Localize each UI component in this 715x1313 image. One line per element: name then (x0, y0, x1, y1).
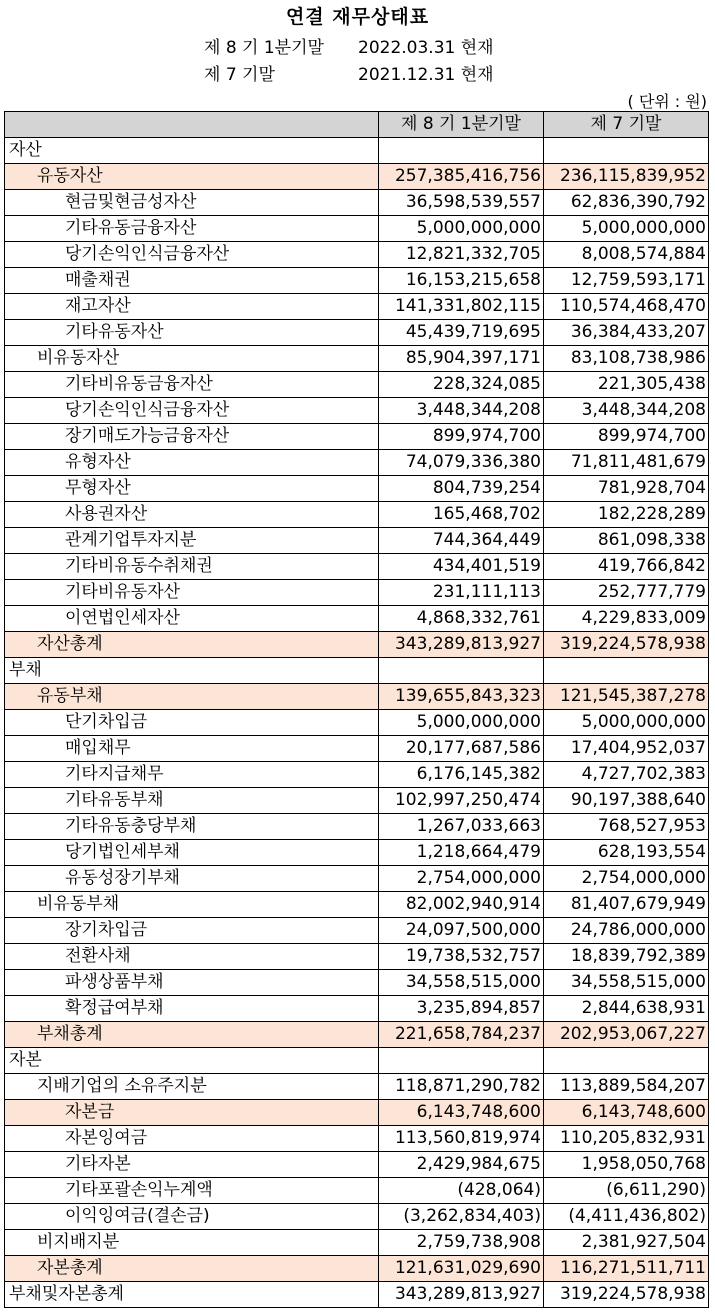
row-value-current: 899,974,700 (379, 424, 544, 450)
table-row (5, 216, 709, 242)
row-label: 유형자산 (5, 450, 379, 476)
row-label: 비지배지분 (5, 1230, 379, 1256)
table-row (5, 372, 709, 398)
table-row (5, 398, 709, 424)
table-row (5, 866, 709, 892)
row-value-prior: 861,098,338 (544, 528, 709, 554)
period-1-label: 제 8 기 1분기말 (204, 38, 324, 58)
row-label: 파생상품부채 (5, 970, 379, 996)
table-row (5, 268, 709, 294)
row-value-current: 343,289,813,927 (379, 632, 544, 658)
row-label: 장기차입금 (5, 918, 379, 944)
row-value-current: 1,267,033,663 (379, 814, 544, 840)
row-value-prior: 6,143,748,600 (544, 1100, 709, 1126)
table-row (5, 1256, 709, 1282)
table-row (5, 632, 709, 658)
table-row (5, 164, 709, 190)
table-row (5, 1178, 709, 1204)
row-value-current: 82,002,940,914 (379, 892, 544, 918)
row-label: 이익잉여금(결손금) (5, 1204, 379, 1230)
table-row (5, 190, 709, 216)
row-value-current: 2,754,000,000 (379, 866, 544, 892)
row-value-prior: 768,527,953 (544, 814, 709, 840)
statement-title: 연결 재무상태표 (285, 6, 430, 28)
row-value-prior: (4,411,436,802) (544, 1204, 709, 1230)
row-value-current: 804,739,254 (379, 476, 544, 502)
row-value-prior: 2,844,638,931 (544, 996, 709, 1022)
row-value-prior: 4,229,833,009 (544, 606, 709, 632)
row-label: 관계기업투자지분 (5, 528, 379, 554)
row-value-prior: 90,197,388,640 (544, 788, 709, 814)
row-label: 자본잉여금 (5, 1126, 379, 1152)
table-row (5, 554, 709, 580)
table-row (5, 970, 709, 996)
row-value-current: 19,738,532,757 (379, 944, 544, 970)
row-value-current: (428,064) (379, 1178, 544, 1204)
table-row (5, 996, 709, 1022)
row-value-current: 257,385,416,756 (379, 164, 544, 190)
row-label: 지배기업의 소유주지분 (5, 1074, 379, 1100)
row-label: 단기차입금 (5, 710, 379, 736)
table-row (5, 710, 709, 736)
row-value-current: 141,331,802,115 (379, 294, 544, 320)
row-label: 기타유동부채 (5, 788, 379, 814)
row-label: 전환사채 (5, 944, 379, 970)
row-value-prior: 18,839,792,389 (544, 944, 709, 970)
row-value-current: 24,097,500,000 (379, 918, 544, 944)
row-label: 기타지급채무 (5, 762, 379, 788)
row-value-prior: 221,305,438 (544, 372, 709, 398)
table-row (5, 1126, 709, 1152)
period-2-date: 2021.12.31 현재 (358, 65, 494, 85)
row-value-current: 434,401,519 (379, 554, 544, 580)
row-value-current: 34,558,515,000 (379, 970, 544, 996)
row-label: 자산 (5, 138, 379, 164)
table-row (5, 892, 709, 918)
row-label: 장기매도가능금융자산 (5, 424, 379, 450)
row-value-prior: 24,786,000,000 (544, 918, 709, 944)
table-row (5, 242, 709, 268)
table-row (5, 1022, 709, 1048)
period-1-date: 2022.03.31 현재 (358, 38, 494, 58)
row-value-current: 165,468,702 (379, 502, 544, 528)
row-value-prior: 116,271,511,711 (544, 1256, 709, 1282)
row-value-prior: 71,811,481,679 (544, 450, 709, 476)
row-label: 유동자산 (5, 164, 379, 190)
row-value-current: 4,868,332,761 (379, 606, 544, 632)
table-row (5, 606, 709, 632)
row-value-prior: 2,381,927,504 (544, 1230, 709, 1256)
row-value-current: 36,598,539,557 (379, 190, 544, 216)
row-value-current: 231,111,113 (379, 580, 544, 606)
row-value-prior: 3,448,344,208 (544, 398, 709, 424)
row-value-prior: 781,928,704 (544, 476, 709, 502)
table-row (5, 788, 709, 814)
table-row (5, 658, 709, 684)
row-label: 기타포괄손익누계액 (5, 1178, 379, 1204)
table-row (5, 502, 709, 528)
row-value-current: 3,448,344,208 (379, 398, 544, 424)
unit-label: ( 단위 : 원) (627, 92, 707, 111)
row-value-current: 228,324,085 (379, 372, 544, 398)
row-value-current (379, 1048, 544, 1074)
row-value-current: 343,289,813,927 (379, 1282, 544, 1308)
row-value-prior: 2,754,000,000 (544, 866, 709, 892)
row-value-current: 45,439,719,695 (379, 320, 544, 346)
row-value-current: 6,143,748,600 (379, 1100, 544, 1126)
row-value-prior: 5,000,000,000 (544, 216, 709, 242)
row-value-prior: 113,889,584,207 (544, 1074, 709, 1100)
row-label: 재고자산 (5, 294, 379, 320)
row-value-prior (544, 138, 709, 164)
row-value-prior: 1,958,050,768 (544, 1152, 709, 1178)
row-value-current: 5,000,000,000 (379, 216, 544, 242)
row-value-prior: 62,836,390,792 (544, 190, 709, 216)
row-value-prior: 81,407,679,949 (544, 892, 709, 918)
row-label: 기타유동자산 (5, 320, 379, 346)
row-label: 무형자산 (5, 476, 379, 502)
row-value-prior: 8,008,574,884 (544, 242, 709, 268)
row-label: 부채및자본총계 (5, 1282, 379, 1308)
row-value-prior (544, 1048, 709, 1074)
row-label: 기타자본 (5, 1152, 379, 1178)
row-value-current: 113,560,819,974 (379, 1126, 544, 1152)
period-2-label: 제 7 기말 (204, 65, 275, 85)
row-value-current: 221,658,784,237 (379, 1022, 544, 1048)
table-row (5, 762, 709, 788)
table-row (5, 528, 709, 554)
row-value-prior: 36,384,433,207 (544, 320, 709, 346)
row-label: 이연법인세자산 (5, 606, 379, 632)
table-row (5, 294, 709, 320)
row-value-prior: 319,224,578,938 (544, 632, 709, 658)
row-value-current (379, 658, 544, 684)
row-label: 부채총계 (5, 1022, 379, 1048)
row-label: 비유동자산 (5, 346, 379, 372)
row-value-current: 6,176,145,382 (379, 762, 544, 788)
row-label: 자본금 (5, 1100, 379, 1126)
table-row (5, 320, 709, 346)
table-row (5, 138, 709, 164)
row-value-current: 121,631,029,690 (379, 1256, 544, 1282)
header-row (5, 112, 709, 138)
row-label: 매출채권 (5, 268, 379, 294)
row-value-current (379, 138, 544, 164)
row-value-current: 139,655,843,323 (379, 684, 544, 710)
header-account (5, 112, 379, 138)
row-label: 부채 (5, 658, 379, 684)
row-label: 자산총계 (5, 632, 379, 658)
row-value-prior: 419,766,842 (544, 554, 709, 580)
table-row (5, 476, 709, 502)
row-value-current: 118,871,290,782 (379, 1074, 544, 1100)
row-label: 현금및현금성자산 (5, 190, 379, 216)
row-value-current: 16,153,215,658 (379, 268, 544, 294)
row-label: 유동성장기부채 (5, 866, 379, 892)
header-prior-period: 제 7 기말 (544, 112, 709, 138)
table-row (5, 1152, 709, 1178)
row-value-prior: 121,545,387,278 (544, 684, 709, 710)
row-value-prior: 628,193,554 (544, 840, 709, 866)
row-value-prior: 110,574,468,470 (544, 294, 709, 320)
row-label: 당기손익인식금융자산 (5, 242, 379, 268)
row-label: 확정급여부채 (5, 996, 379, 1022)
row-label: 기타유동금융자산 (5, 216, 379, 242)
row-value-prior (544, 658, 709, 684)
row-value-prior: 4,727,702,383 (544, 762, 709, 788)
table-row (5, 1282, 709, 1308)
row-value-current: 102,997,250,474 (379, 788, 544, 814)
row-value-current: 744,364,449 (379, 528, 544, 554)
table-row (5, 918, 709, 944)
row-value-current: 1,218,664,479 (379, 840, 544, 866)
header-current-period: 제 8 기 1분기말 (379, 112, 544, 138)
row-value-prior: 899,974,700 (544, 424, 709, 450)
table-row (5, 450, 709, 476)
table-row (5, 814, 709, 840)
row-value-prior: 110,205,832,931 (544, 1126, 709, 1152)
row-value-current: 5,000,000,000 (379, 710, 544, 736)
row-value-prior: 182,228,289 (544, 502, 709, 528)
row-label: 당기손익인식금융자산 (5, 398, 379, 424)
row-value-prior: 319,224,578,938 (544, 1282, 709, 1308)
row-label: 매입채무 (5, 736, 379, 762)
row-label: 기타유동충당부채 (5, 814, 379, 840)
balance-sheet-table (4, 111, 709, 1308)
table-row (5, 736, 709, 762)
row-label: 자본 (5, 1048, 379, 1074)
row-value-current: (3,262,834,403) (379, 1204, 544, 1230)
row-value-prior: 12,759,593,171 (544, 268, 709, 294)
row-value-current: 20,177,687,586 (379, 736, 544, 762)
row-label: 기타비유동금융자산 (5, 372, 379, 398)
row-value-prior: 17,404,952,037 (544, 736, 709, 762)
table-row (5, 1204, 709, 1230)
row-label: 자본총계 (5, 1256, 379, 1282)
row-value-prior: 83,108,738,986 (544, 346, 709, 372)
table-row (5, 944, 709, 970)
table-row (5, 1074, 709, 1100)
table-row (5, 580, 709, 606)
table-row (5, 424, 709, 450)
row-label: 유동부채 (5, 684, 379, 710)
table-row (5, 346, 709, 372)
row-label: 기타비유동수취채권 (5, 554, 379, 580)
row-label: 사용권자산 (5, 502, 379, 528)
table-row (5, 1048, 709, 1074)
table-row (5, 1230, 709, 1256)
row-value-prior: 252,777,779 (544, 580, 709, 606)
row-value-prior: 202,953,067,227 (544, 1022, 709, 1048)
row-value-prior: (6,611,290) (544, 1178, 709, 1204)
row-label: 당기법인세부채 (5, 840, 379, 866)
row-value-current: 2,429,984,675 (379, 1152, 544, 1178)
table-row (5, 684, 709, 710)
row-label: 비유동부채 (5, 892, 379, 918)
table-row (5, 840, 709, 866)
row-value-current: 12,821,332,705 (379, 242, 544, 268)
row-value-current: 3,235,894,857 (379, 996, 544, 1022)
row-value-current: 74,079,336,380 (379, 450, 544, 476)
table-row (5, 1100, 709, 1126)
row-value-prior: 34,558,515,000 (544, 970, 709, 996)
row-value-current: 2,759,738,908 (379, 1230, 544, 1256)
row-value-prior: 5,000,000,000 (544, 710, 709, 736)
row-value-current: 85,904,397,171 (379, 346, 544, 372)
row-label: 기타비유동자산 (5, 580, 379, 606)
row-value-prior: 236,115,839,952 (544, 164, 709, 190)
